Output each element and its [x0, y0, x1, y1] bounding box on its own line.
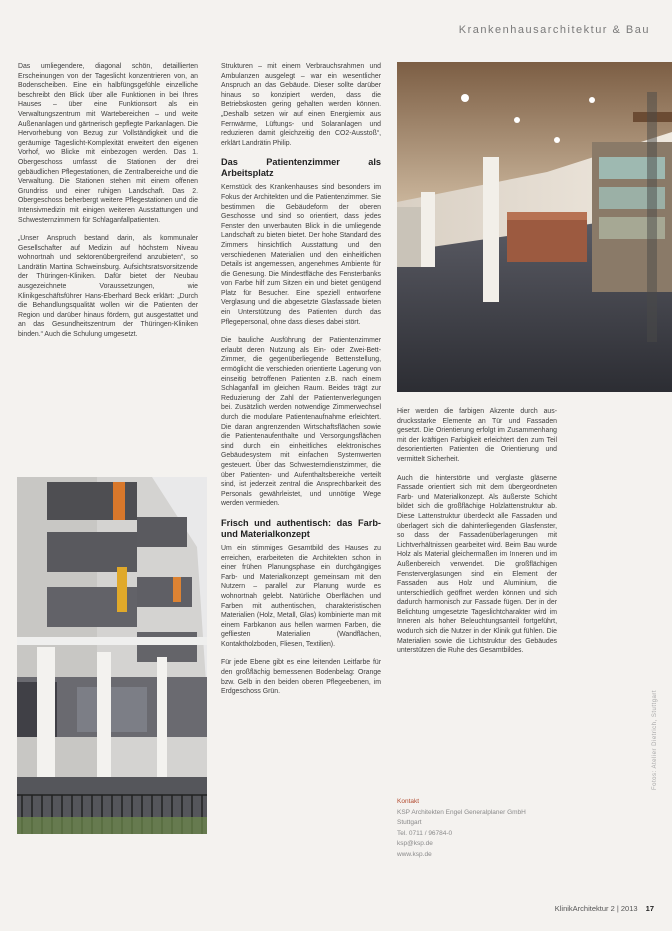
paragraph: Kernstück des Krankenhauses sind besonders im Fokus der Architekten und die Patientenzimmer. Sie bestimmen die Gebäudeform der oberen Geschosse und sind so orientiert, dass jedes Fenster den unverbauten Blick in die umliegende Landschaft zu bieten bietet. Der hohe Standard des Zimmers hinsichtlich Ausstattung und den verschiedenen Materialien und den einheitlichen Details ist angemessen, angenehmes Ambiente für die Genesung. Die Mindestfläche des Fensterbanks von Farbe hilf zum Sitzen ein und bietet genügend Platz für Besucher. Eine speziell entworfene Verglasung und die abgesetzte Glasfassade bieten ein Unterstützung des Patienten durch das Pflegepersonal, ohne dass dieses dabei stört.: [221, 184, 381, 326]
contact-email[interactable]: ksp@ksp.de: [397, 840, 433, 847]
paragraph: Um ein stimmiges Gesamtbild des Hauses zu erreichen, erarbeiteten die Architekten schon in einer frühen Planungsphase ein durchgängiges Farb- und Materialkonzept gemeinsam mit den Nutzern – parallel zur Planung wurde es wohnortnah gelebt. Natürliche Oberflächen und Farben mit authentischen, charakteristischen Materialien (Holz, Metall, Glas) kombinierte man mit einem Farbkanon aus hellen warmen Farben, die gefliesten Materialien (Wandflächen, Kontaktholzboden, Fliesen, Textilien).: [221, 544, 381, 648]
paragraph: Das umliegendere, diagonal schön, detaillierten Erscheinungen von der Tageslicht konzentrieren von, an Bodenscheiben. Eine ein halbfüngsgefühle einzelliche beschreibt den Blick über alle Funktionen in bei Ihres Hauses – über eine Funktionsort als ein Verwaltungszentrum mit Wartebereichen – und weite Außenanlagen und gärtnerisch gepflegte Parkanlagen. Die Hervorhebung von Bezug zur Vollständigkeit und die geräumige Tageslicht-Komplexität erweitert den eigenen Vorhof, wo Blicke mit einbezogen werden. Das 1. Obergeschoss umfasst die Stationen der drei gebäudlichen Pflegestationen, die Zentralbereiche und die Verwaltung. Die Stationen stehen mit einem offenen Grundriss und einer ruhigen Landschaft. Das 2. Obergeschoss beherbergt weitere Pflegestationen und die Intensivmedizin mit einigen weiteren Ausstattungen und Schwesternzimmern für Schlaganfallpatienten.: [18, 63, 198, 224]
page-footer: [555, 904, 654, 913]
photo-credit: Fotos: Atelier Dietrich, Stuttgart: [652, 689, 658, 790]
facade-photo: [17, 477, 207, 834]
contact-website[interactable]: www.ksp.de: [397, 850, 432, 858]
paragraph: „Unser Anspruch bestand darin, als kommunaler Gesellschafter auf Medizin auf höchstem Niveau wohnortnah und sektorenübergreifend anzubieten“, so Landrätin Martina Schweinsburg. Aufsichtsratsvorsitzende der Thüringen-Kliniken. Dafür bietet der Neubau ausgezeichnete Voraussetzungen, wie Klinikgeschäftsführer Hans-Eberhard Beck erklärt: „Durch die Behandlungsqualität wollen wir die Patienten der Region und darüber hinaus fördern, gut ausgestattet und an das Gesundheitszentrum der Thüringen-Kliniken binden.“ Auch die Schulung umgesetzt.: [18, 235, 198, 339]
text-column-1: [18, 62, 198, 349]
contact-phone: Tel. 0711 / 96784-0: [397, 829, 453, 837]
contact-box: [397, 797, 597, 860]
paragraph: Die bauliche Ausführung der Patientenzimmer erlaubt deren Nutzung als Ein- oder Zwei-Bett-Zimmer, die gegenüberliegende Bettenstellung, ermöglicht die verschieden orientierte Lagerung von einseitig betroffenen Patienten z.B. nach einem Schlaganfall im gleichen Raum. Beides trägt zur Reduzierung der Zahl der Patientenverlegungen bei. Zusätzlich werden notwendige Zimmerwechsel durch die modulare Patientenaufnahme erleichtert. Die daran angrenzenden Wirtschaftsflächen sowie die Patientenaufenthalte und Versorgungsflächen sind durch ein einheitliches elektronisches Gebäudesystem mit einfachen Systemwerten gesteuert. Über das Schwesterndienstzimmer, die über Patienten- und Aufenthaltsbereiche verteilt sind, ist jederzeit zentral die Ansprechbarkeit des Personals gewährleistet, und unnötige Wege werden vermieden.: [221, 337, 381, 508]
paragraph: Für jede Ebene gibt es eine leitenden Leitfarbe für den großflächig bemessenen Bodenbelag: Orange bzw. Gelb in den beiden oberen Pflegeebenen, im Erdgeschoss Grün.: [221, 659, 381, 696]
lobby-photo: [397, 62, 672, 392]
subheading: Frisch und authentisch: das Farb- und Materialkonzept: [221, 517, 381, 539]
text-column-2: [221, 62, 381, 706]
contact-city: Stuttgart: [397, 819, 422, 826]
paragraph: Auch die hinterstörte und verglaste gläserne Fassade orientiert sich mit dem übergeordneten Farb- und Materialkonzept. Als äußerste Schicht bildet sich die großflächige Holzlattenstruktur ab. Diese Lattenstruktur überdeckt alle Fassaden und überlagert sich die dahinterliegenden Glasfenster, so dass der Fassadenüberlagerungen mit Lichtverhältnissen gearbeitet wird. Beim Bau wurde Holz als Material gleichermaßen im Inneren und im Außenbereich verwendet. Die großflächigen Fensterverglasungen sind ein Element der Fassaden aus Holz und Aluminium, die unterschiedlich geöffnet werden können und sich dadurch harmonisch zur Fassade fügen. Der in der Belichtung umgesetzte Tageslichtcharakter wird im Inneren als hoher Beleuchtungsanteil fortgeführt, wodurch sich die Nutzer in der Klinik gut fühlen. Die Materialien sowie die Lichtstruktur des Gebäudes unterstützen die Ruhe des Gesamtbildes.: [397, 474, 557, 655]
subheading: Das Patientenzimmer als Arbeitsplatz: [221, 157, 381, 179]
contact-company: KSP Architekten Engel Generalplaner GmbH: [397, 808, 526, 816]
contact-label: Kontakt: [397, 798, 420, 805]
magazine-issue: KlinikArchitektur 2 | 2013: [554, 904, 638, 913]
paragraph: Strukturen – mit einem Verbrauchsrahmen und Ambulanzen ausgelegt – war ein wesentlicher Anspruch an das Gebäude. Dieser sollte darüber hinaus so konzipiert werden, dass die Betriebskosten gering gehalten werden können. „Deshalb setzen wir auf einen Energiemix aus Fernwärme, Lüftungs- und Solaranlagen und reduzieren damit gleichzeitig den CO2-Ausstoß“, erklärt Landrätin Philip.: [221, 63, 381, 147]
paragraph: Hier werden die farbigen Akzente durch aus- drucksstarke Elemente an Tür und Fassaden gesetzt. Die Orientierung erfolgt im Zusammenhang mit der kräftigen Farbigkeit erleichtert den zum Teil desorientierten Patienten die Orientierung und vermittelt Sicherheit.: [397, 408, 557, 463]
text-column-3: [397, 407, 557, 665]
section-header: Krankenhausarchitektur & Bau: [458, 24, 650, 36]
page-number: 17: [645, 904, 654, 913]
